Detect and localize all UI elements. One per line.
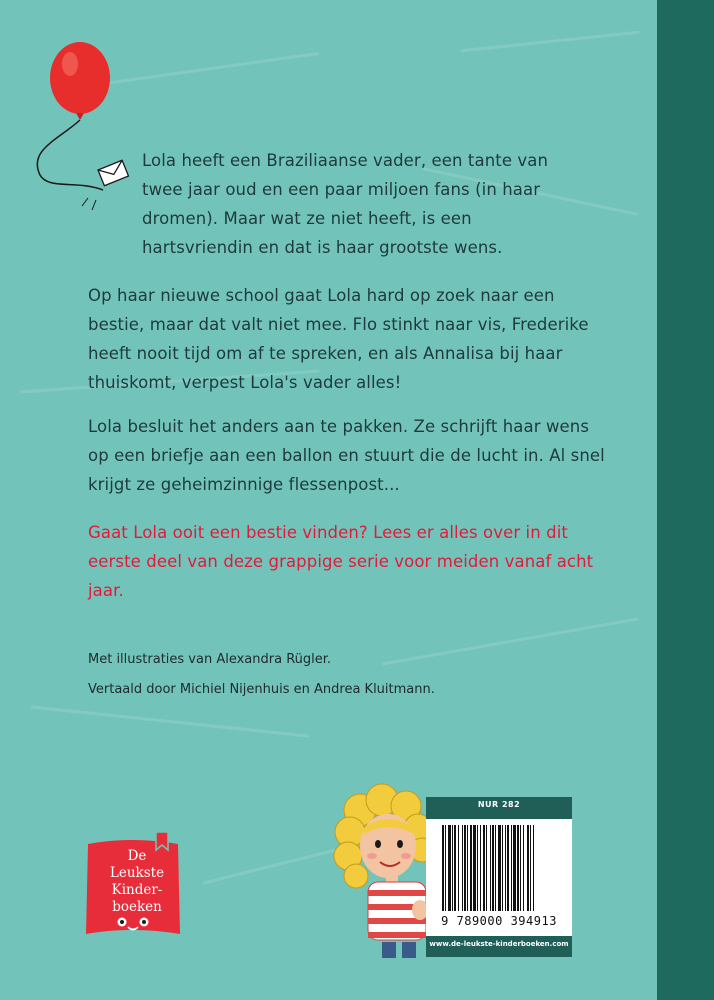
barcode-bar xyxy=(448,825,451,911)
barcode-bar xyxy=(517,825,519,911)
barcode-bar xyxy=(530,825,531,911)
barcode-bar xyxy=(523,825,524,911)
illustrator-credit: Met illustraties van Alexandra Rügler. xyxy=(88,652,332,667)
barcode-bar xyxy=(513,825,516,911)
book-spine xyxy=(657,0,714,1000)
barcode-bar xyxy=(527,825,529,911)
logo-line: De xyxy=(127,848,147,864)
blurb-paragraph-2: Op haar nieuwe school gaat Lola hard op zoek naar een bestie, maar dat valt niet mee. Flo stinkt naar vis, Frederike heeft nooit tijd om af te spreken, en als Annalisa bij haar thuiskomt, verpest Lola's vader alles! xyxy=(88,286,589,392)
barcode-bar xyxy=(470,825,472,911)
barcode-bar xyxy=(483,825,485,911)
barcode-bar xyxy=(452,825,453,911)
barcode-bar xyxy=(462,825,463,911)
texture-streak xyxy=(31,705,310,737)
barcode-bar xyxy=(458,825,459,911)
translator-credit: Vertaald door Michiel Nijenhuis en Andrea Kluitmann. xyxy=(88,682,435,697)
barcode-bar xyxy=(454,825,456,911)
isbn-digits: 9 789000 394913 xyxy=(441,914,557,928)
barcode-bar xyxy=(511,825,512,911)
barcode-bar xyxy=(502,825,503,911)
barcode-bar xyxy=(507,825,509,911)
barcode-bar xyxy=(445,825,446,911)
blurb-paragraph-4: Gaat Lola ooit een bestie vinden? Lees er alles over in dit eerste deel van deze grappige serie voor meiden vanaf acht jaar. xyxy=(88,523,594,600)
girl-peeking-illustration xyxy=(320,770,440,960)
barcode-bar xyxy=(473,825,476,911)
barcode-bar xyxy=(492,825,494,911)
barcode-bar xyxy=(467,825,468,911)
texture-streak xyxy=(460,31,639,53)
barcode-bar xyxy=(477,825,478,911)
barcode-bar xyxy=(498,825,501,911)
isbn-barcode xyxy=(442,825,562,917)
publisher-logo-text xyxy=(98,848,176,916)
logo-line: boeken xyxy=(112,899,162,915)
barcode-bar xyxy=(464,825,466,911)
barcode-bar xyxy=(486,825,487,911)
blurb-paragraph-3: Lola besluit het anders aan te pakken. Ze schrijft haar wens op een briefje aan een ballon en stuurt die de lucht in. Al snel krijgt ze geheimzinnige flessenpost... xyxy=(88,417,605,494)
barcode-bar xyxy=(533,825,534,911)
barcode-bar xyxy=(480,825,481,911)
barcode-bar xyxy=(520,825,521,911)
publisher-url: www.de-leukste-kinderboeken.com xyxy=(429,940,569,948)
blurb-paragraph-1: Lola heeft een Braziliaanse vader, een tante van twee jaar oud en een paar miljoen fans (in haar dromen). Maar wat ze niet heeft, is een hartsvriendin en dat is haar grootste wens. xyxy=(142,151,549,257)
nur-code: NUR 282 xyxy=(477,800,521,809)
barcode-bar xyxy=(505,825,506,911)
logo-line: Kinder- xyxy=(111,882,163,898)
barcode-bar xyxy=(495,825,496,911)
barcode-bar xyxy=(490,825,491,911)
logo-line: Leukste xyxy=(109,865,165,881)
barcode-bar xyxy=(442,825,444,911)
red-balloon-illustration xyxy=(18,30,148,215)
